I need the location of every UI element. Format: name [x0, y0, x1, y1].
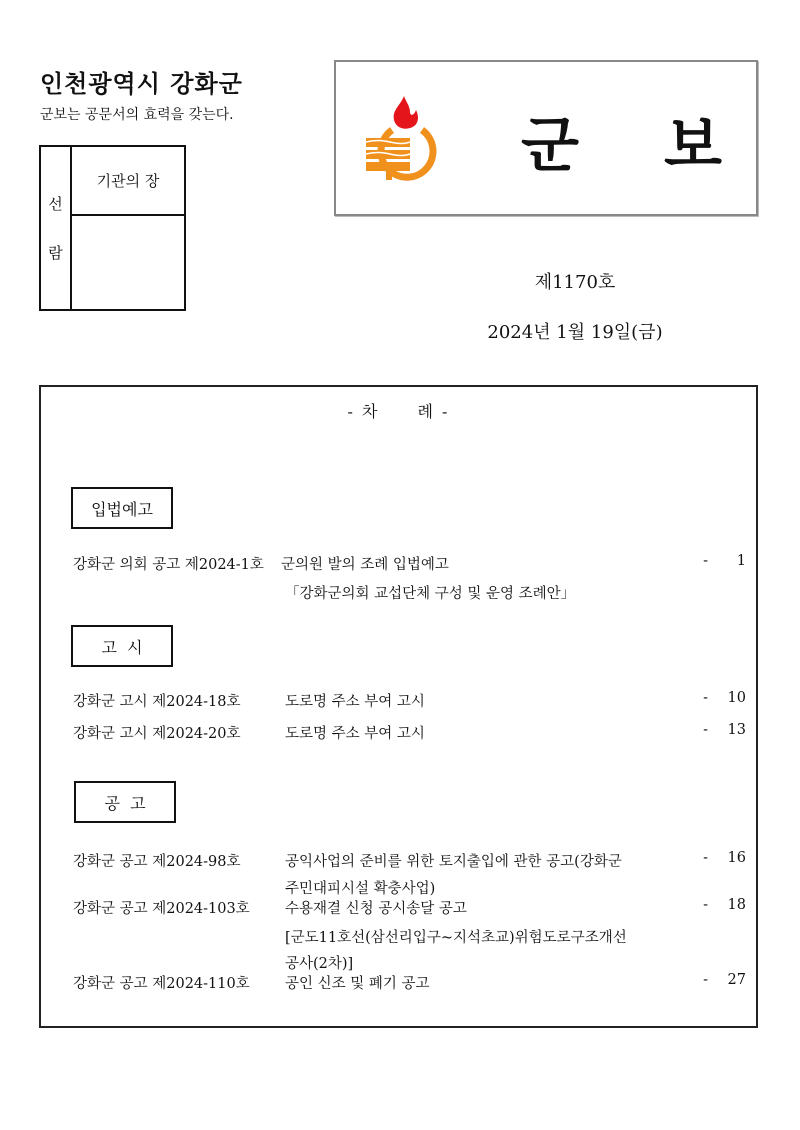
entry-dash: - — [703, 897, 708, 913]
entry-title: 공인 신조 및 폐기 공고 — [285, 976, 430, 992]
entry-dash: - — [703, 722, 708, 738]
issue-number: 제1170호 — [534, 272, 616, 293]
entry-dash: - — [703, 972, 708, 988]
entry-title: 도로명 주소 부여 고시 — [285, 726, 425, 742]
masthead-title-gun: 군 — [521, 111, 579, 181]
section-label-notification: 고 시 — [71, 625, 173, 667]
entry-title: 수용재결 신청 공시송달 공고 — [285, 901, 467, 917]
approval-left-column — [41, 147, 72, 309]
approval-signature-cell — [72, 216, 184, 309]
entry-ref: 강화군 의회 공고 제2024-1호 — [73, 557, 264, 573]
approval-head-label: 기관의 장 — [72, 147, 184, 216]
org-title: 인천광역시 강화군 — [40, 70, 243, 98]
toc-entry[interactable] — [73, 690, 746, 714]
approval-label-ram: 람 — [48, 244, 63, 262]
toc-heading-left: - 차 — [347, 402, 380, 421]
entry-continuation: 주민대피시설 확충사업) — [285, 881, 436, 897]
issue-date: 2024년 1월 19일(금) — [487, 322, 663, 343]
entry-continuation: 「강화군의회 교섭단체 구성 및 운영 조례안」 — [285, 586, 576, 602]
approval-right-column — [72, 147, 184, 309]
entry-page: 27 — [727, 972, 746, 988]
entry-page: 13 — [727, 722, 746, 738]
entry-dash: - — [703, 553, 708, 569]
toc-entry[interactable] — [73, 722, 746, 746]
section-label-announcement: 공 고 — [74, 781, 176, 823]
entry-ref: 강화군 공고 제2024-98호 — [73, 854, 241, 870]
toc-heading-right: 례 - — [417, 402, 450, 421]
toc-entry[interactable] — [73, 850, 746, 874]
table-of-contents — [39, 385, 758, 1028]
entry-page: 1 — [736, 553, 746, 569]
approval-label-seon: 선 — [48, 195, 63, 213]
org-subtitle: 군보는 공문서의 효력을 갖는다. — [40, 107, 234, 123]
entry-title: 도로명 주소 부여 고시 — [285, 694, 425, 710]
entry-page: 10 — [727, 690, 746, 706]
entry-dash: - — [703, 690, 708, 706]
entry-ref: 강화군 공고 제2024-110호 — [73, 976, 250, 992]
county-emblem-icon — [364, 90, 454, 190]
entry-ref: 강화군 고시 제2024-20호 — [73, 726, 241, 742]
entry-title: 군의원 발의 조례 입법예고 — [281, 557, 449, 573]
entry-page: 16 — [727, 850, 746, 866]
entry-ref: 강화군 공고 제2024-103호 — [73, 901, 250, 917]
entry-continuation: 공사(2차)] — [285, 956, 354, 972]
toc-entry[interactable] — [73, 972, 746, 996]
masthead — [334, 60, 758, 216]
entry-page: 18 — [727, 897, 746, 913]
toc-entry[interactable] — [73, 897, 746, 921]
entry-ref: 강화군 고시 제2024-18호 — [73, 694, 241, 710]
entry-dash: - — [703, 850, 708, 866]
entry-continuation: [군도11호선(삼선리입구~지석초교)위험도로구조개선 — [285, 930, 627, 946]
section-label-legislation-notice: 입법예고 — [71, 487, 173, 529]
masthead-title-bo: 보 — [664, 111, 722, 181]
toc-heading — [41, 399, 756, 422]
entry-title: 공익사업의 준비를 위한 토지출입에 관한 공고(강화군 — [285, 854, 622, 870]
approval-box — [39, 145, 186, 311]
toc-entry[interactable] — [73, 553, 746, 577]
